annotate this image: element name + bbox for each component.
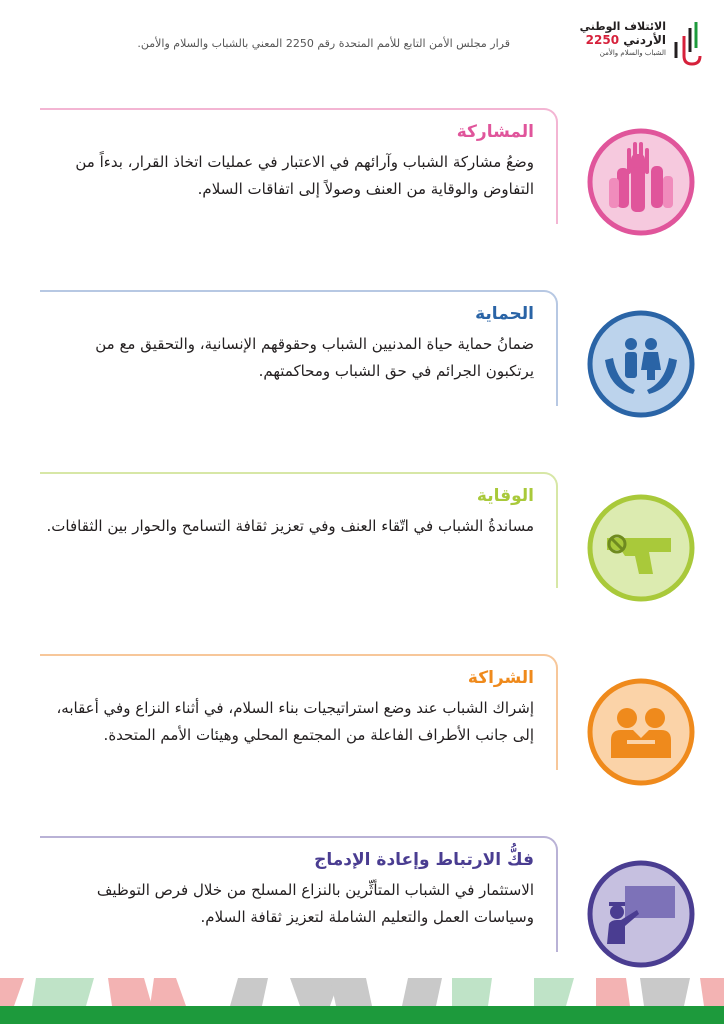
teacher-board-icon bbox=[587, 860, 695, 968]
logo-line-2-prefix: الأردني bbox=[619, 33, 666, 47]
logo-mark-icon bbox=[670, 18, 704, 68]
logo bbox=[574, 16, 704, 72]
logo-line-2 bbox=[576, 33, 666, 48]
section-body: وضعُ مشاركة الشباب وآرائهم في الاعتبار في عمليات اتخاذ القرار، بدءاً من التفاوض والوقاية من العنف وصولاً إلى اتفاقات السلام. bbox=[75, 153, 534, 198]
section-title: الوقاية bbox=[476, 486, 534, 506]
partners-icon bbox=[587, 678, 695, 786]
logo-line-3: الشباب والسلام والأمن bbox=[599, 49, 666, 57]
logo-text bbox=[576, 20, 666, 58]
header-text: قرار مجلس الأمن التابع للأمم المتحدة رقم 2250 المعني بالشباب والسلام والأمن. bbox=[137, 37, 510, 50]
section-title: المشاركة bbox=[456, 122, 534, 142]
blocked-gun-icon bbox=[587, 494, 695, 602]
logo-line-1: الائتلاف الوطني bbox=[579, 20, 666, 33]
decorative-bottom-strip bbox=[0, 978, 724, 1024]
section-title: الشراكة bbox=[467, 668, 534, 688]
raised-hands-icon bbox=[587, 128, 695, 236]
section-body: مساندةُ الشباب في اتّقاء العنف وفي تعزيز ثقافة التسامح والحوار بين الثقافات. bbox=[46, 517, 534, 535]
section-title: فكُّ الارتباط وإعادة الإدماج bbox=[314, 850, 534, 870]
logo-number: 2250 bbox=[585, 33, 620, 47]
section-body: ضمانُ حماية حياة المدنيين الشباب وحقوقهم الإنسانية، والتحقيق مع من يرتكبون الجرائم في حق الشباب ومحاكمتهم. bbox=[95, 335, 534, 380]
section-body: الاستثمار في الشباب المتأثِّرين بالنزاع المسلح من خلال فرص التوظيف وسياسات العمل والتعليم الشاملة لتعزيز ثقافة السلام. bbox=[96, 881, 534, 926]
section-title: الحماية bbox=[475, 304, 534, 324]
protecting-hands-icon bbox=[587, 310, 695, 418]
section-body: إشراك الشباب عند وضع استراتيجيات بناء السلام، في أثناء النزاع وفي أعقابه، إلى جانب الأطراف الفاعلة من المجتمع المحلي وهيئات الأمم المتحدة. bbox=[56, 699, 534, 744]
